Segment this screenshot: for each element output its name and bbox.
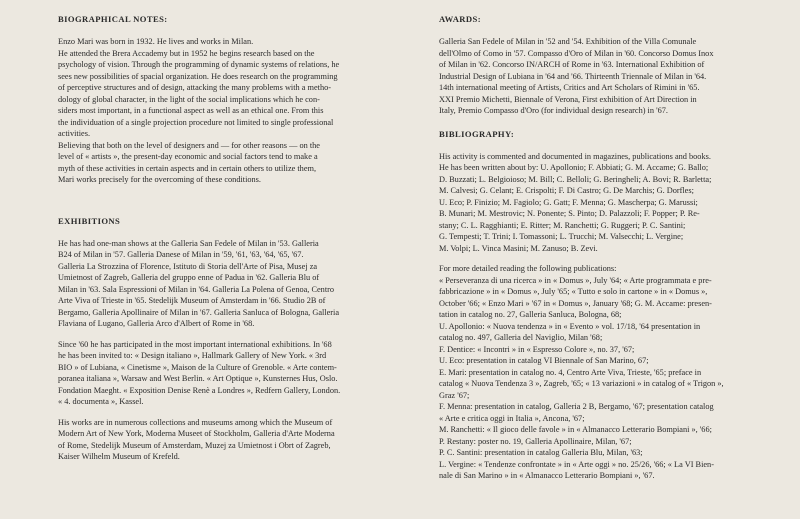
text-line: Umietnost of Zagreb, Galleria del gruppo enne of Padua in '62. Galleria Blu of: [58, 273, 320, 282]
text-line: Italy, Premio Compasso d'Oro (for individual design research) in '67.: [439, 106, 668, 115]
text-line: Mari works precisely for the overcoming of these conditions.: [58, 175, 261, 184]
exhibitions-international: [58, 339, 404, 408]
exhibitions-one-man-shows: [58, 238, 404, 330]
text-line: stany; C. L. Ragghianti; E. Ritter; M. Ranchetti; G. Ruggeri; P. C. Santini;: [439, 220, 686, 230]
text-line: 14th international meeting of Artists, Critics and Art Scholars of Rimini in '65.: [439, 83, 700, 92]
text-line: Kaiser Wilhelm Museum of Krefeld.: [58, 452, 180, 461]
text-line: He attended the Brera Accademy but in 1952 he begins research based on the: [58, 48, 315, 58]
awards-text: [439, 36, 784, 117]
text-line: Industrial Design of Lubiana in '64 and '66. Thirteenth Triennale of Milan in '64.: [439, 71, 707, 81]
text-line: Arte Viva of Trieste in '65. Stedelijk Museum of Amsterdam in '66. Studio 2B of: [58, 296, 326, 305]
text-line: F. Menna: presentation in catalog, Galleria 2 B, Bergamo, '67; presentation catalog: [439, 402, 714, 411]
biographical-notes-title: BIOGRAPHICAL NOTES:: [58, 14, 168, 24]
text-line: His activity is commented and documented in magazines, publications and books.: [439, 151, 711, 161]
right-column: [439, 14, 784, 482]
text-line: D. Buzzati; L. Belgioioso; M. Bill; C. Belloli; G. Beringheli; A. Bovi; R. Barletta;: [439, 174, 712, 184]
text-line: Graz '67;: [439, 390, 470, 400]
text-line: psychology of vision. Through the programming of dynamic systems of relations, he: [58, 60, 340, 69]
text-line: Since '60 he has participated in the most important international exhibitions. In '68: [58, 339, 332, 349]
text-line: P. Restany: poster no. 19, Galleria Apollinaire, Milan, '67;: [439, 436, 632, 446]
bibliography-title: BIBLIOGRAPHY:: [439, 128, 515, 139]
text-line: Enzo Mari was born in 1932. He lives and works in Milan.: [58, 37, 254, 46]
text-line: dell'Olmo of Como in '57. Compasso d'Oro of Milan in '60. Concorso Domus Inox: [439, 48, 714, 58]
text-line: dology of global character, in the light of the social implications which he con-: [58, 94, 320, 104]
text-line: F. Dentice: « Incontri » in « Espresso Colore », no. 37, '67;: [439, 344, 635, 354]
text-line: level of « artists », the present-day economic and social factors tend to make a: [58, 152, 318, 161]
text-line: Flaviana of Lugano, Galleria Arco d'Albert of Rome in '68.: [58, 319, 255, 328]
text-line: of Rome, Stedelijk Museum of Amsterdam, Muzej za Umietnost i Obrt of Zagreb,: [58, 440, 331, 450]
text-line: M. Volpi; L. Vinca Masini; M. Zanuso; B. Zevi.: [439, 243, 598, 253]
text-line: myth of these activities in certain aspects and in certain others to utilize them,: [58, 163, 317, 173]
text-line: catalog no. 497, Galleria del Naviglio, Milan '68;: [439, 333, 603, 342]
text-line: « Perseveranza di una ricerca » in « Domus », July '64; « Arte programmata e pre-: [439, 275, 712, 285]
awards-title: AWARDS:: [439, 14, 481, 24]
text-line: M. Ranchetti: « Il gioco delle favole » in « Almanacco Letterario Bompiani », '66;: [439, 425, 712, 434]
text-line: BIO » of Lubiana, « Cinetisme », Maison de la Culture of Grenoble. « Arte contem-: [58, 362, 337, 372]
text-line: P. C. Santini: presentation in catalog Galleria Blu, Milan, '63;: [439, 448, 643, 457]
text-line: He has been written about by: U. Apollonio; F. Abbiati; G. M. Accame; G. Ballo;: [439, 163, 709, 172]
text-line: nale di San Marino » in « Almanacco Letterario Bompiani », '67.: [439, 471, 655, 480]
bibliography-text: [439, 151, 784, 255]
text-line: M. Calvesi; G. Celant; E. Crispolti; F. Di Castro; G. De Marchis; G. Dorfles;: [439, 186, 694, 195]
text-line: of Milan in '62. Concorso IN/ARCH of Rome in '63. International Exhibition of: [439, 60, 705, 69]
text-line: October '66; « Enzo Mari » '67 in « Domus », January '68; G. M. Accame: presen-: [439, 298, 712, 308]
text-line: U. Eco: presentation in catalog VI Biennale of San Marino, 67;: [439, 356, 649, 365]
text-line: poranea italiana », Warsaw and West Berlin. « Art Optique », Kunsternes Hus, Oslo.: [58, 374, 338, 383]
text-line: of perceptive structures and of design, attacking the many problems with a metho-: [58, 83, 332, 92]
text-line: U. Apollonio: « Nuova tendenza » in « Evento » vol. 17/18, '64 presentation in: [439, 321, 701, 331]
text-line: XXI Premio Michetti, Biennale of Verona, First exhibition of Art Direction in: [439, 94, 697, 104]
text-line: tation in catalog no. 27, Galleria Sanluca, Bologna, 68;: [439, 310, 622, 319]
text-line: Modern Art of New York, Moderna Museet of Stockholm, Galleria d'Arte Moderna: [58, 429, 335, 438]
text-line: he has been invited to: « Design italiano », Hallmark Gallery of New York. « 3rd: [58, 351, 327, 360]
text-line: fabbricazione » in « Domus », July '65; « Tutto e solo in cartone » in « Domus »,: [439, 287, 708, 296]
text-line: Believing that both on the level of designers and — for other reasons — on the: [58, 140, 320, 150]
text-line: B24 of Milan in '57. Galleria Danese of Milan in '59, '61, '63, '64, '65, '67.: [58, 250, 304, 259]
text-line: L. Vergine: « Tendenze confrontate » in « Arte oggi » no. 25/26, '66; « La VI Bien-: [439, 459, 714, 469]
text-line: B. Munari; M. Mestrovic; N. Ponente; S. Pinto; D. Palazzoli; F. Popper; P. Re-: [439, 209, 700, 218]
text-line: For more detailed reading the following publications:: [439, 264, 617, 273]
text-line: activities.: [58, 129, 91, 138]
text-line: sees new possibilities of spacial organization. He does research on the programming: [58, 71, 338, 81]
text-line: « 4. documenta », Kassel.: [58, 397, 144, 406]
bibliography-detailed-publications: [439, 263, 784, 482]
text-line: His works are in numerous collections and museums among which the Museum of: [58, 417, 333, 427]
exhibitions-collections: [58, 417, 404, 463]
text-line: E. Mari: presentation in catalog no. 4, Centro Arte Viva, Trieste, '65; preface in: [439, 367, 702, 377]
text-line: « Arte e critica oggi in Italia », Ancona, '67;: [439, 413, 585, 423]
text-line: Galleria San Fedele of Milan in '52 and '54. Exhibition of the Villa Comunale: [439, 37, 697, 46]
biographical-notes-text: [58, 36, 404, 186]
text-line: Bergamo, Galleria Apollinaire of Milan in '67. Galleria Sanluca of Bologna, Galleria: [58, 307, 340, 317]
exhibitions-title: EXHIBITIONS: [58, 215, 121, 226]
text-line: siders most important, in a functional aspect as well as an ethical one. From this: [58, 106, 324, 115]
text-line: He has had one-man shows at the Galleria San Fedele of Milan in '53. Galleria: [58, 238, 319, 248]
text-line: U. Eco; P. Finizio; M. Fagiolo; G. Gatt; F. Menna; G. Mascherpa; G. Marussi;: [439, 197, 698, 207]
text-line: Galleria La Strozzina of Florence, Istituto di Storia dell'Arte of Pisa, Musej za: [58, 261, 318, 271]
text-line: catalog « Nuova Tendenza 3 », Zagreb, '65; « 13 variazioni » in catalog of « Trigon »,: [439, 379, 724, 388]
text-line: Milan in '63. Sala Espressioni of Milan in '64. Galleria La Polena of Genoa, Centro: [58, 284, 335, 294]
text-line: the individuation of a single projection procedure not limited to single professional: [58, 117, 334, 127]
text-line: Fondation Maeght. « Exposition Denise Renè a Londres », Redfern Gallery, London.: [58, 385, 341, 395]
text-line: G. Tempesti; T. Trini; I. Tomassoni; L. Trucchi; M. Valsecchi; L. Vergine;: [439, 232, 684, 241]
left-column: [58, 14, 404, 463]
